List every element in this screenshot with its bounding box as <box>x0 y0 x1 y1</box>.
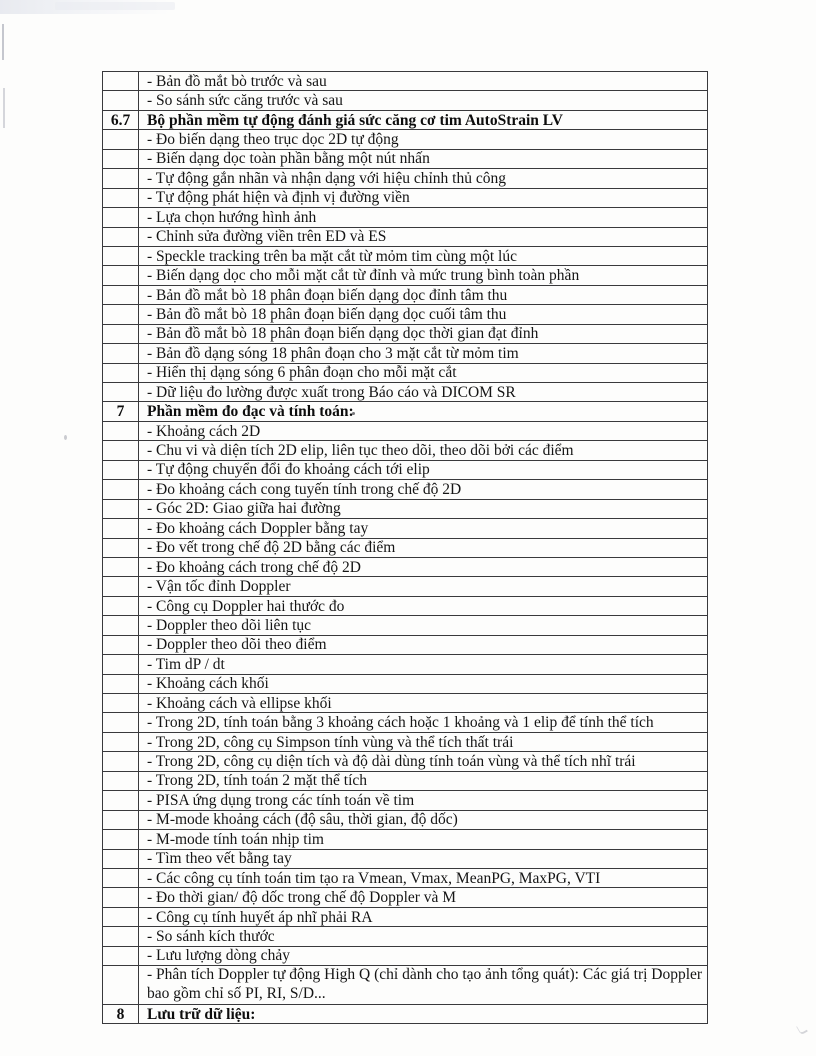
scan-squiggle-bottom-right <box>796 1023 808 1036</box>
row-number-cell: 8 <box>103 1005 139 1024</box>
row-text-cell: - Tim dP / dt <box>139 655 708 674</box>
scan-edge-line-upper <box>2 24 4 60</box>
table-row <box>103 635 708 654</box>
row-text-cell: - Đo vết trong chế độ 2D bằng các điểm <box>139 538 708 557</box>
row-text-cell: - Bản đồ mắt bò 18 phân đoạn biến dạng dọc đỉnh tâm thu <box>139 285 708 304</box>
spec-table-body <box>103 72 708 1024</box>
table-row <box>103 227 708 246</box>
row-number-cell <box>103 907 139 926</box>
table-row <box>103 480 708 499</box>
row-text-cell: - Tự động chuyển đổi đo khoảng cách tới elip <box>139 460 708 479</box>
row-text-cell: - Bản đồ mắt bò 18 phân đoạn biến dạng dọc thời gian đạt đỉnh <box>139 324 708 343</box>
row-text-cell: - Bản đồ mắt bò 18 phân đoạn biến dạng dọc cuối tâm thu <box>139 305 708 324</box>
row-text-cell: - PISA ứng dụng trong các tính toán về tim <box>139 791 708 810</box>
row-number-cell: 6.7 <box>103 110 139 129</box>
table-row <box>103 246 708 265</box>
row-text-cell: - Các công cụ tính toán tim tạo ra Vmean, Vmax, MeanPG, MaxPG, VTI <box>139 868 708 887</box>
row-text-cell: - Đo biến dạng theo trục dọc 2D tự động <box>139 130 708 149</box>
row-number-cell <box>103 946 139 965</box>
row-text-cell: - Tự động gắn nhãn và nhận dạng với hiệu chỉnh thủ công <box>139 169 708 188</box>
row-number-cell <box>103 966 139 1005</box>
table-row <box>103 752 708 771</box>
row-text-cell: - Công cụ Doppler hai thước đo <box>139 596 708 615</box>
row-text-cell: - Trong 2D, công cụ diện tích và độ dài dùng tính toán vùng và thể tích nhĩ trái <box>139 752 708 771</box>
table-row <box>103 305 708 324</box>
table-row <box>103 344 708 363</box>
row-number-cell <box>103 752 139 771</box>
row-number-cell <box>103 577 139 596</box>
row-text-cell: - Doppler theo dõi theo điểm <box>139 635 708 654</box>
table-row <box>103 266 708 285</box>
table-row <box>103 441 708 460</box>
row-text-cell: - Chu vi và diện tích 2D elip, liên tục theo dõi, theo dõi bởi các điểm <box>139 441 708 460</box>
table-row <box>103 868 708 887</box>
row-number-cell <box>103 674 139 693</box>
row-number-cell <box>103 771 139 790</box>
row-text-cell: - M-mode tính toán nhịp tim <box>139 830 708 849</box>
table-row <box>103 285 708 304</box>
row-text-cell: - Trong 2D, tính toán 2 mặt thể tích <box>139 771 708 790</box>
row-number-cell <box>103 421 139 440</box>
row-text-cell: - Khoảng cách và ellipse khối <box>139 694 708 713</box>
row-number-cell <box>103 441 139 460</box>
table-row <box>103 383 708 402</box>
table-row <box>103 694 708 713</box>
table-row <box>103 363 708 382</box>
row-number-cell <box>103 499 139 518</box>
row-number-cell <box>103 208 139 227</box>
row-text-cell: - Khoảng cách 2D <box>139 421 708 440</box>
row-number-cell <box>103 616 139 635</box>
row-number-cell <box>103 635 139 654</box>
row-number-cell <box>103 305 139 324</box>
scan-smudge-top-left-2 <box>55 2 175 10</box>
table-row <box>103 946 708 965</box>
row-text-cell: - Trong 2D, tính toán bằng 3 khoảng cách hoặc 1 khoảng và 1 elip để tính thể tích <box>139 713 708 732</box>
row-number-cell <box>103 596 139 615</box>
table-row <box>103 577 708 596</box>
row-number-cell <box>103 519 139 538</box>
table-row <box>103 557 708 576</box>
row-number-cell <box>103 266 139 285</box>
row-number-cell <box>103 72 139 91</box>
row-text-cell: - Tìm theo vết bằng tay <box>139 849 708 868</box>
row-number-cell <box>103 849 139 868</box>
row-number-cell <box>103 557 139 576</box>
table-row <box>103 110 708 129</box>
table-row <box>103 907 708 926</box>
row-number-cell <box>103 655 139 674</box>
row-text-cell: - Bản đồ dạng sóng 18 phân đoạn cho 3 mặt cắt từ mỏm tim <box>139 344 708 363</box>
row-number-cell <box>103 810 139 829</box>
row-text-cell: - Chỉnh sửa đường viền trên ED và ES <box>139 227 708 246</box>
table-row <box>103 91 708 110</box>
row-number-cell <box>103 383 139 402</box>
row-text-cell: - So sánh kích thước <box>139 927 708 946</box>
row-number-cell <box>103 344 139 363</box>
row-text-cell: - Đo khoảng cách cong tuyến tính trong chế độ 2D <box>139 480 708 499</box>
table-row <box>103 713 708 732</box>
row-number-cell <box>103 246 139 265</box>
row-text-cell: Phần mềm đo đạc và tính toán: <box>139 402 708 421</box>
table-row <box>103 966 708 1005</box>
spec-table <box>102 71 708 1024</box>
row-text-cell: - Phân tích Doppler tự động High Q (chỉ dành cho tạo ảnh tổng quát): Các giá trị Doppler bao gồm chỉ số PI, RI, S/D... <box>139 966 708 1005</box>
row-text-cell: - Khoảng cách khối <box>139 674 708 693</box>
row-text-cell: Bộ phần mềm tự động đánh giá sức căng cơ tim AutoStrain LV <box>139 110 708 129</box>
row-text-cell: - So sánh sức căng trước và sau <box>139 91 708 110</box>
row-text-cell: - Speckle tracking trên ba mặt cắt từ mỏm tim cùng một lúc <box>139 246 708 265</box>
row-number-cell <box>103 169 139 188</box>
row-text-cell: - Doppler theo dõi liên tục <box>139 616 708 635</box>
table-row <box>103 849 708 868</box>
row-number-cell <box>103 285 139 304</box>
row-number-cell <box>103 324 139 343</box>
scan-speck <box>64 435 67 440</box>
row-text-cell: - Vận tốc đỉnh Doppler <box>139 577 708 596</box>
table-row <box>103 1005 708 1024</box>
row-text-cell: - Hiển thị dạng sóng 6 phân đoạn cho mỗi mặt cắt <box>139 363 708 382</box>
table-row <box>103 188 708 207</box>
row-number-cell <box>103 830 139 849</box>
row-text-cell: - Biến dạng dọc toàn phần bằng một nút nhấn <box>139 149 708 168</box>
table-row <box>103 791 708 810</box>
row-text-cell: - Góc 2D: Giao giữa hai đường <box>139 499 708 518</box>
table-row <box>103 616 708 635</box>
table-row <box>103 674 708 693</box>
row-number-cell <box>103 713 139 732</box>
row-number-cell <box>103 480 139 499</box>
row-number-cell <box>103 460 139 479</box>
row-text-cell: - Đo thời gian/ độ dốc trong chế độ Doppler và M <box>139 888 708 907</box>
row-number-cell <box>103 130 139 149</box>
row-number-cell <box>103 868 139 887</box>
table-row <box>103 655 708 674</box>
table-row <box>103 810 708 829</box>
row-text-cell: Lưu trữ dữ liệu: <box>139 1005 708 1024</box>
row-number-cell <box>103 538 139 557</box>
table-row <box>103 208 708 227</box>
row-text-cell: - Lưu lượng dòng chảy <box>139 946 708 965</box>
row-number-cell <box>103 363 139 382</box>
row-text-cell: - Lựa chọn hướng hình ảnh <box>139 208 708 227</box>
row-number-cell <box>103 149 139 168</box>
table-row <box>103 732 708 751</box>
row-text-cell: - Dữ liệu đo lường được xuất trong Báo cáo và DICOM SR <box>139 383 708 402</box>
row-text-cell: - Đo khoảng cách Doppler bằng tay <box>139 519 708 538</box>
row-text-cell: - Biến dạng dọc cho mỗi mặt cắt từ đỉnh và mức trung bình toàn phần <box>139 266 708 285</box>
table-row <box>103 519 708 538</box>
row-number-cell <box>103 694 139 713</box>
table-row <box>103 149 708 168</box>
row-text-cell: - Công cụ tính huyết áp nhĩ phải RA <box>139 907 708 926</box>
table-row <box>103 771 708 790</box>
table-row <box>103 538 708 557</box>
table-row <box>103 402 708 421</box>
table-row <box>103 927 708 946</box>
row-number-cell <box>103 188 139 207</box>
table-row <box>103 830 708 849</box>
row-text-cell: - Đo khoảng cách trong chế độ 2D <box>139 557 708 576</box>
table-row <box>103 130 708 149</box>
table-row <box>103 169 708 188</box>
row-text-cell: - Trong 2D, công cụ Simpson tính vùng và thể tích thất trái <box>139 732 708 751</box>
row-text-cell: - M-mode khoảng cách (độ sâu, thời gian, độ dốc) <box>139 810 708 829</box>
row-number-cell <box>103 927 139 946</box>
row-text-cell: - Bản đồ mắt bò trước và sau <box>139 72 708 91</box>
row-number-cell <box>103 791 139 810</box>
table-row <box>103 324 708 343</box>
scan-edge-line-lower <box>3 88 5 128</box>
table-row <box>103 421 708 440</box>
table-row <box>103 460 708 479</box>
row-number-cell <box>103 91 139 110</box>
row-number-cell <box>103 732 139 751</box>
table-row <box>103 888 708 907</box>
row-number-cell: 7 <box>103 402 139 421</box>
table-row <box>103 596 708 615</box>
row-number-cell <box>103 888 139 907</box>
row-text-cell: - Tự động phát hiện và định vị đường viền <box>139 188 708 207</box>
table-row <box>103 499 708 518</box>
row-number-cell <box>103 227 139 246</box>
table-row <box>103 72 708 91</box>
